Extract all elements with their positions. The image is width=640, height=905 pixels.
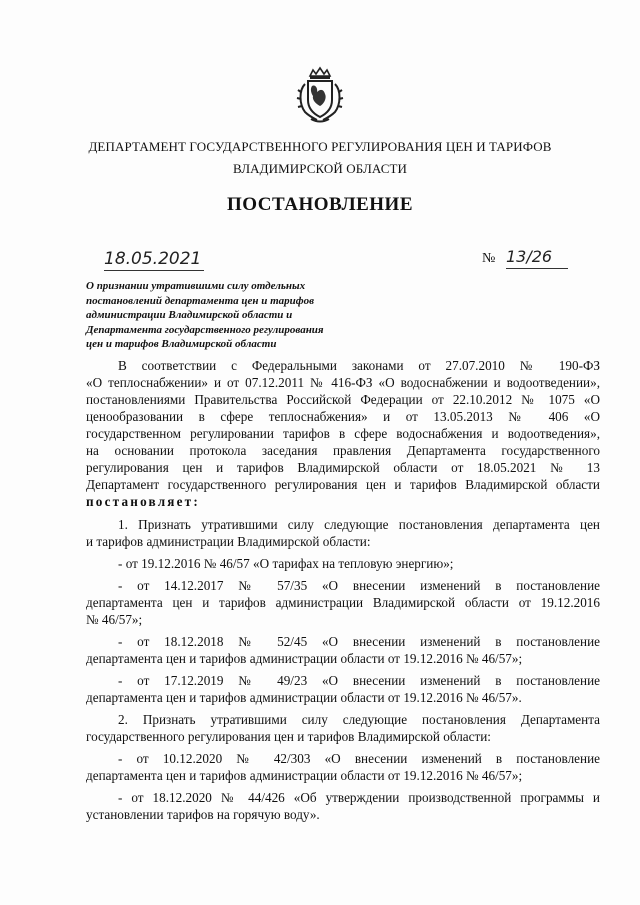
item2-sub2-line: - от 18.12.2020 № 44/426 «Об утверждении производственной программы и bbox=[118, 790, 600, 805]
item1-sub2-line: департамента цен и тарифов администрации Владимирской области от 19.12.2016 bbox=[86, 595, 600, 610]
preamble-line: постановлениями Правительства Российской Федерации от 22.10.2012 № 1075 «О bbox=[86, 392, 600, 407]
item1-lead-line: и тарифов администрации Владимирской области: bbox=[86, 534, 371, 549]
preamble-line: на основании протокола заседания правления Департамента государственного bbox=[86, 443, 600, 458]
item1-sub2-line: - от 14.12.2017 № 57/35 «О внесении изменений в постановление bbox=[118, 578, 600, 593]
department-name-line2: ВЛАДИМИРСКОЙ ОБЛАСТИ bbox=[232, 161, 408, 176]
preamble-line: Департамент государственного регулирования цен и тарифов Владимирской области bbox=[86, 477, 600, 492]
subject-line: цен и тарифов Владимирской области bbox=[86, 338, 277, 351]
document-number: 13/26 bbox=[506, 246, 568, 269]
decree-word: постановляет: bbox=[86, 494, 200, 509]
department-name-line1: ДЕПАРТАМЕНТ ГОСУДАРСТВЕННОГО РЕГУЛИРОВАНИЯ ЦЕН И ТАРИФОВ bbox=[88, 139, 552, 154]
item1-sub3-line: - от 18.12.2018 № 52/45 «О внесении изменений в постановление bbox=[118, 634, 600, 649]
item1-sub1-line: - от 19.12.2016 № 46/57 «О тарифах на тепловую энергию»; bbox=[118, 556, 454, 571]
preamble-line: В соответствии с Федеральными законами от 27.07.2010 № 190-ФЗ bbox=[118, 358, 600, 373]
preamble-line: регулирования цен и тарифов Владимирской области от 18.05.2021 № 13 bbox=[86, 460, 600, 475]
item2-sub1-line: - от 10.12.2020 № 42/303 «О внесении изменений в постановление bbox=[118, 751, 600, 766]
item1-sub4-line: - от 17.12.2019 № 49/23 «О внесении изменений в постановление bbox=[118, 673, 600, 688]
document-date: 18.05.2021 bbox=[104, 248, 204, 271]
subject-line: Департамента государственного регулирования bbox=[86, 323, 324, 336]
coat-of-arms-emblem-icon bbox=[291, 66, 349, 124]
preamble-line: «О теплоснабжении» и от 07.12.2011 № 416-ФЗ «О водоснабжении и водоотведении», bbox=[86, 375, 600, 390]
item1-sub4-line: департамента цен и тарифов администрации области от 19.12.2016 № 46/57». bbox=[86, 690, 522, 705]
preamble-line: ценообразовании в сфере теплоснабжения» и от 13.05.2013 № 406 «О bbox=[86, 409, 600, 424]
document-number-label: № bbox=[482, 251, 496, 266]
item2-sub1-line: департамента цен и тарифов администрации области от 19.12.2016 № 46/57»; bbox=[86, 768, 523, 783]
document-type-title: ПОСТАНОВЛЕНИЕ bbox=[226, 194, 414, 215]
document-subject bbox=[86, 279, 406, 352]
preamble-line: государственном регулировании тарифов в сфере водоснабжения и водоотведения», bbox=[86, 426, 600, 441]
item2-sub2-line: установлении тарифов на горячую воду». bbox=[86, 807, 320, 822]
item1-sub3-line: департамента цен и тарифов администрации области от 19.12.2016 № 46/57»; bbox=[86, 651, 523, 666]
subject-line: администрации Владимирской области и bbox=[86, 309, 293, 322]
item1-lead-line: 1. Признать утратившими силу следующие постановления департамента цен bbox=[118, 517, 600, 532]
item2-lead-line: государственного регулирования цен и тарифов Владимирской области: bbox=[86, 729, 491, 744]
item1-sub2-line: № 46/57»; bbox=[86, 612, 143, 627]
subject-line: О признании утратившими силу отдельных bbox=[86, 280, 306, 292]
item2-lead-line: 2. Признать утратившими силу следующие постановления Департамента bbox=[118, 712, 600, 727]
subject-line: постановлений департамента цен и тарифов bbox=[86, 294, 315, 307]
